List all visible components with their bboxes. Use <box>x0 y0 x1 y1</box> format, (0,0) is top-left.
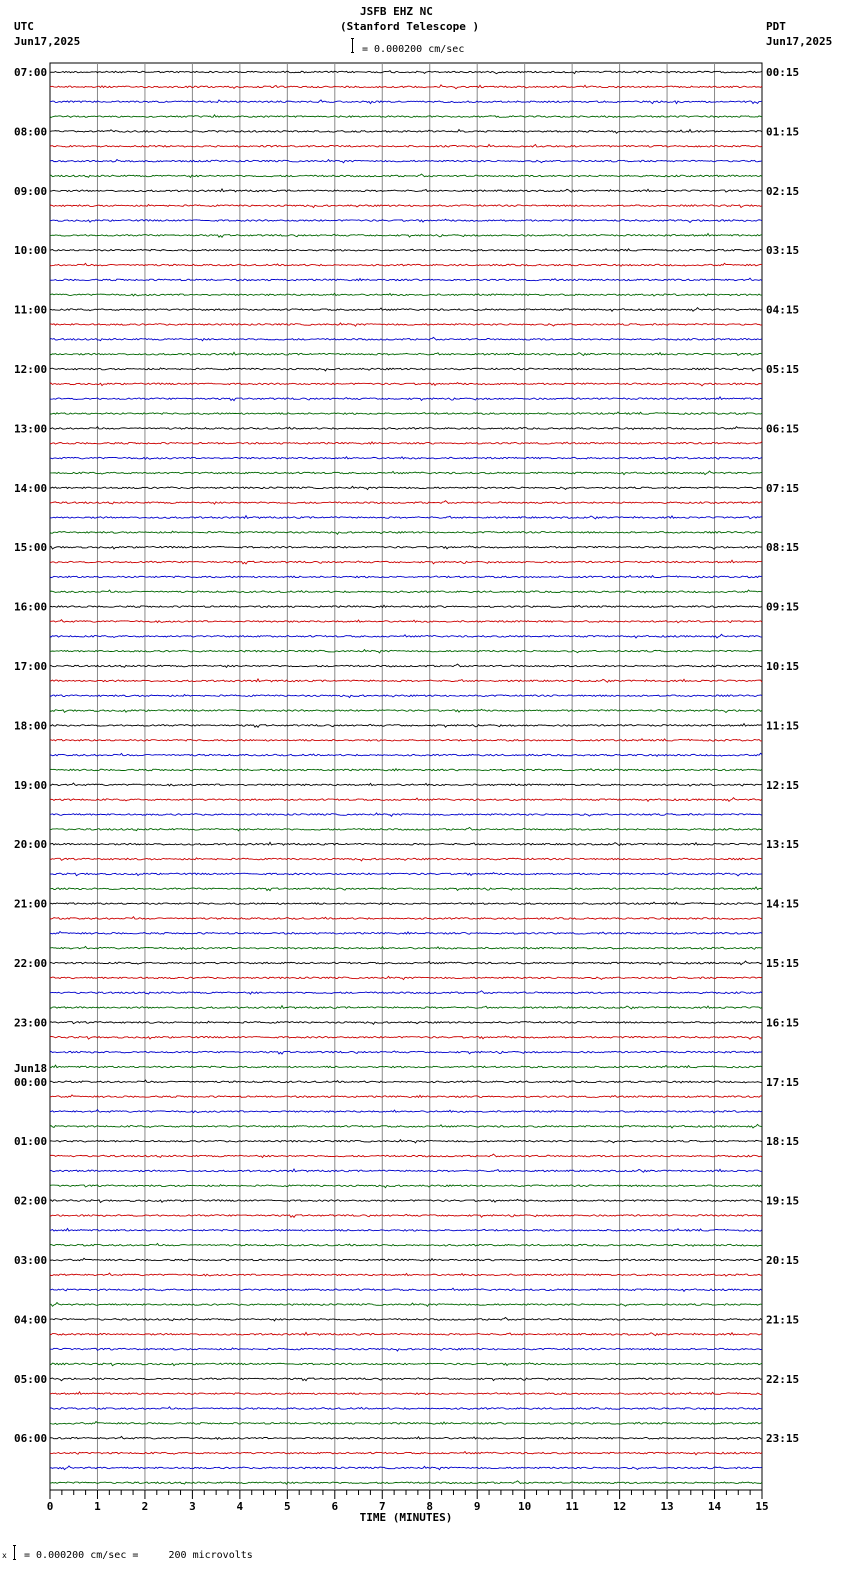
utc-hour-label: 19:00 <box>14 778 48 792</box>
utc-hour-label: 21:00 <box>14 897 48 911</box>
trace-line <box>50 932 762 935</box>
x-tick-label: 12 <box>612 1500 627 1513</box>
footer-mark: x <box>2 1551 7 1560</box>
site-title: (Stanford Telescope ) <box>340 20 480 33</box>
utc-hour-label: 08:00 <box>14 125 48 139</box>
trace-line <box>50 1348 762 1351</box>
x-tick-label: 0 <box>46 1500 54 1513</box>
utc-hour-label: 00:00 <box>14 1075 48 1089</box>
utc-hour-label: 17:00 <box>14 660 48 673</box>
x-tick-label: 5 <box>284 1500 291 1513</box>
utc-hour-label: 13:00 <box>14 422 48 436</box>
trace-line <box>50 739 762 741</box>
trace-line <box>50 1422 762 1425</box>
trace-line <box>50 902 762 904</box>
trace-line <box>50 1124 762 1128</box>
trace-line <box>50 991 762 994</box>
pdt-hour-label: 23:15 <box>766 1432 800 1446</box>
utc-hour-label: 14:00 <box>14 481 48 495</box>
trace-line <box>50 827 762 830</box>
utc-hour-label: 18:00 <box>14 719 48 733</box>
trace-line <box>50 457 762 460</box>
trace-line <box>50 769 762 771</box>
trace-line <box>50 486 762 489</box>
trace-line <box>50 234 762 238</box>
x-tick-label: 14 <box>707 1500 722 1513</box>
trace-line <box>50 383 762 386</box>
scale-label: = 0.000200 cm/sec <box>362 44 465 55</box>
utc-hour-label: 20:00 <box>14 838 48 852</box>
trace-line <box>50 249 762 251</box>
trace-line <box>50 634 762 638</box>
trace-line <box>50 412 762 414</box>
trace-line <box>50 100 762 104</box>
pdt-hour-label: 05:15 <box>766 363 800 376</box>
pdt-hour-label: 15:15 <box>766 957 800 970</box>
trace-line <box>50 219 762 222</box>
trace-line <box>50 1169 762 1172</box>
trace-line <box>50 753 762 756</box>
trace-line <box>50 1243 762 1246</box>
utc-hour-label: 16:00 <box>14 600 48 614</box>
trace-line <box>50 783 762 786</box>
trace-line <box>50 1110 762 1113</box>
trace-line <box>50 679 762 682</box>
date-change-label: Jun18 <box>14 1061 48 1075</box>
x-tick-label: 2 <box>141 1500 149 1513</box>
x-tick-label: 3 <box>189 1500 196 1513</box>
trace-line <box>50 1021 762 1024</box>
x-tick-label: 15 <box>755 1500 769 1513</box>
trace-line <box>50 724 762 728</box>
trace-line <box>50 873 762 876</box>
utc-hour-label: 02:00 <box>14 1194 48 1208</box>
trace-line <box>50 887 762 891</box>
trace-line <box>50 337 762 340</box>
trace-line <box>50 1214 762 1217</box>
pdt-hour-label: 21:15 <box>766 1313 800 1327</box>
trace-line <box>50 1273 762 1276</box>
trace-line <box>50 1436 762 1439</box>
right-date: Jun17,2025 <box>766 35 833 48</box>
trace-line <box>50 1036 762 1039</box>
trace-line <box>50 709 762 712</box>
utc-hour-label: 07:00 <box>14 66 48 79</box>
trace-line <box>50 160 762 163</box>
trace-line <box>50 531 762 534</box>
pdt-hour-label: 12:15 <box>766 778 800 792</box>
utc-hour-label: 15:00 <box>14 541 48 555</box>
trace-line <box>50 323 762 326</box>
trace-line <box>50 471 762 475</box>
x-axis-label: TIME (MINUTES) <box>359 1511 453 1524</box>
trace-line <box>50 1466 762 1470</box>
trace-line <box>50 263 762 266</box>
trace-line <box>50 115 762 118</box>
x-tick-label: 7 <box>378 1500 386 1513</box>
trace-line <box>50 605 762 607</box>
trace-line <box>50 1080 762 1083</box>
trace-line <box>50 1363 762 1366</box>
trace-line <box>50 293 762 296</box>
trace-line <box>50 650 762 653</box>
trace-line <box>50 308 762 312</box>
utc-hour-label: 11:00 <box>14 303 48 317</box>
x-tick-label: 11 <box>565 1500 579 1513</box>
trace-line <box>50 946 762 949</box>
trace-line <box>50 1288 762 1291</box>
trace-line <box>50 501 762 504</box>
trace-line <box>50 1317 762 1320</box>
x-tick-label: 1 <box>94 1500 101 1513</box>
trace-line <box>50 546 762 549</box>
utc-hour-label: 22:00 <box>14 957 48 970</box>
x-tick-label: 13 <box>660 1500 674 1513</box>
trace-line <box>50 1095 762 1098</box>
pdt-hour-label: 03:15 <box>766 244 800 258</box>
utc-hour-label: 03:00 <box>14 1254 48 1267</box>
trace-line <box>50 441 762 444</box>
pdt-hour-label: 19:15 <box>766 1194 800 1208</box>
utc-hour-label: 23:00 <box>14 1016 48 1030</box>
trace-line <box>50 144 762 147</box>
pdt-hour-label: 02:15 <box>766 184 800 198</box>
pdt-hour-label: 08:15 <box>766 541 800 555</box>
trace-line <box>50 397 762 401</box>
utc-hour-label: 12:00 <box>14 363 48 376</box>
pdt-hour-label: 10:15 <box>766 660 800 673</box>
trace-line <box>50 1407 762 1410</box>
trace-line <box>50 368 762 371</box>
trace-line <box>50 917 762 920</box>
trace-line <box>50 129 762 133</box>
x-tick-label: 10 <box>518 1500 532 1513</box>
trace-line <box>50 1332 762 1335</box>
footer-scale-bar-icon <box>13 1545 16 1560</box>
utc-hour-label: 05:00 <box>14 1372 48 1386</box>
utc-hour-label: 01:00 <box>14 1135 48 1149</box>
x-tick-label: 9 <box>473 1500 481 1513</box>
trace-line <box>50 352 762 355</box>
trace-line <box>50 1378 762 1381</box>
trace-line <box>50 664 762 667</box>
pdt-hour-label: 22:15 <box>766 1372 800 1386</box>
pdt-hour-label: 00:15 <box>766 66 800 79</box>
trace-line <box>50 1065 762 1068</box>
pdt-hour-label: 06:15 <box>766 422 800 436</box>
trace-line <box>50 1051 762 1054</box>
right-timezone: PDT <box>766 20 786 33</box>
trace-line <box>50 85 762 89</box>
pdt-hour-label: 01:15 <box>766 125 800 139</box>
pdt-hour-label: 16:15 <box>766 1016 800 1030</box>
pdt-hour-label: 13:15 <box>766 838 800 852</box>
utc-hour-label: 10:00 <box>14 244 48 258</box>
trace-line <box>50 1303 762 1307</box>
trace-line <box>50 858 762 861</box>
trace-line <box>50 590 762 593</box>
trace-line <box>50 560 762 564</box>
trace-line <box>50 695 762 698</box>
pdt-hour-label: 20:15 <box>766 1254 800 1267</box>
trace-line <box>50 961 762 965</box>
x-tick-label: 6 <box>331 1500 339 1513</box>
trace-line <box>50 575 762 577</box>
utc-hour-label: 06:00 <box>14 1432 48 1446</box>
trace-line <box>50 976 762 979</box>
trace-line <box>50 1199 762 1202</box>
plot-frame <box>50 63 762 1490</box>
pdt-hour-label: 07:15 <box>766 481 800 495</box>
left-timezone: UTC <box>14 20 34 33</box>
x-tick-label: 8 <box>426 1500 434 1513</box>
trace-line <box>50 174 762 177</box>
trace-line <box>50 1392 762 1395</box>
trace-line <box>50 1140 762 1143</box>
pdt-hour-label: 04:15 <box>766 303 800 317</box>
trace-line <box>50 189 762 192</box>
utc-hour-label: 09:00 <box>14 184 48 198</box>
trace-line <box>50 1481 762 1484</box>
station-title: JSFB EHZ NC <box>360 5 433 18</box>
pdt-hour-label: 18:15 <box>766 1135 800 1149</box>
x-tick-label: 4 <box>236 1500 244 1513</box>
pdt-hour-label: 09:15 <box>766 600 800 614</box>
trace-line <box>50 1258 762 1261</box>
trace-line <box>50 1452 762 1455</box>
utc-hour-label: 04:00 <box>14 1313 48 1327</box>
pdt-hour-label: 14:15 <box>766 897 800 911</box>
trace-line <box>50 1006 762 1009</box>
trace-line <box>50 516 762 519</box>
trace-line <box>50 842 762 845</box>
left-date: Jun17,2025 <box>14 35 81 48</box>
trace-line <box>50 620 762 623</box>
trace-line <box>50 204 762 207</box>
trace-line <box>50 813 762 816</box>
trace-line <box>50 1228 762 1231</box>
trace-line <box>50 1185 762 1188</box>
trace-line <box>50 71 762 74</box>
footer-scale-note: = 0.000200 cm/sec = 200 microvolts <box>24 1550 253 1561</box>
pdt-hour-label: 17:15 <box>766 1075 800 1089</box>
trace-line <box>50 427 762 430</box>
trace-line <box>50 1154 762 1157</box>
trace-line <box>50 278 762 281</box>
trace-line <box>50 798 762 802</box>
pdt-hour-label: 11:15 <box>766 719 800 733</box>
